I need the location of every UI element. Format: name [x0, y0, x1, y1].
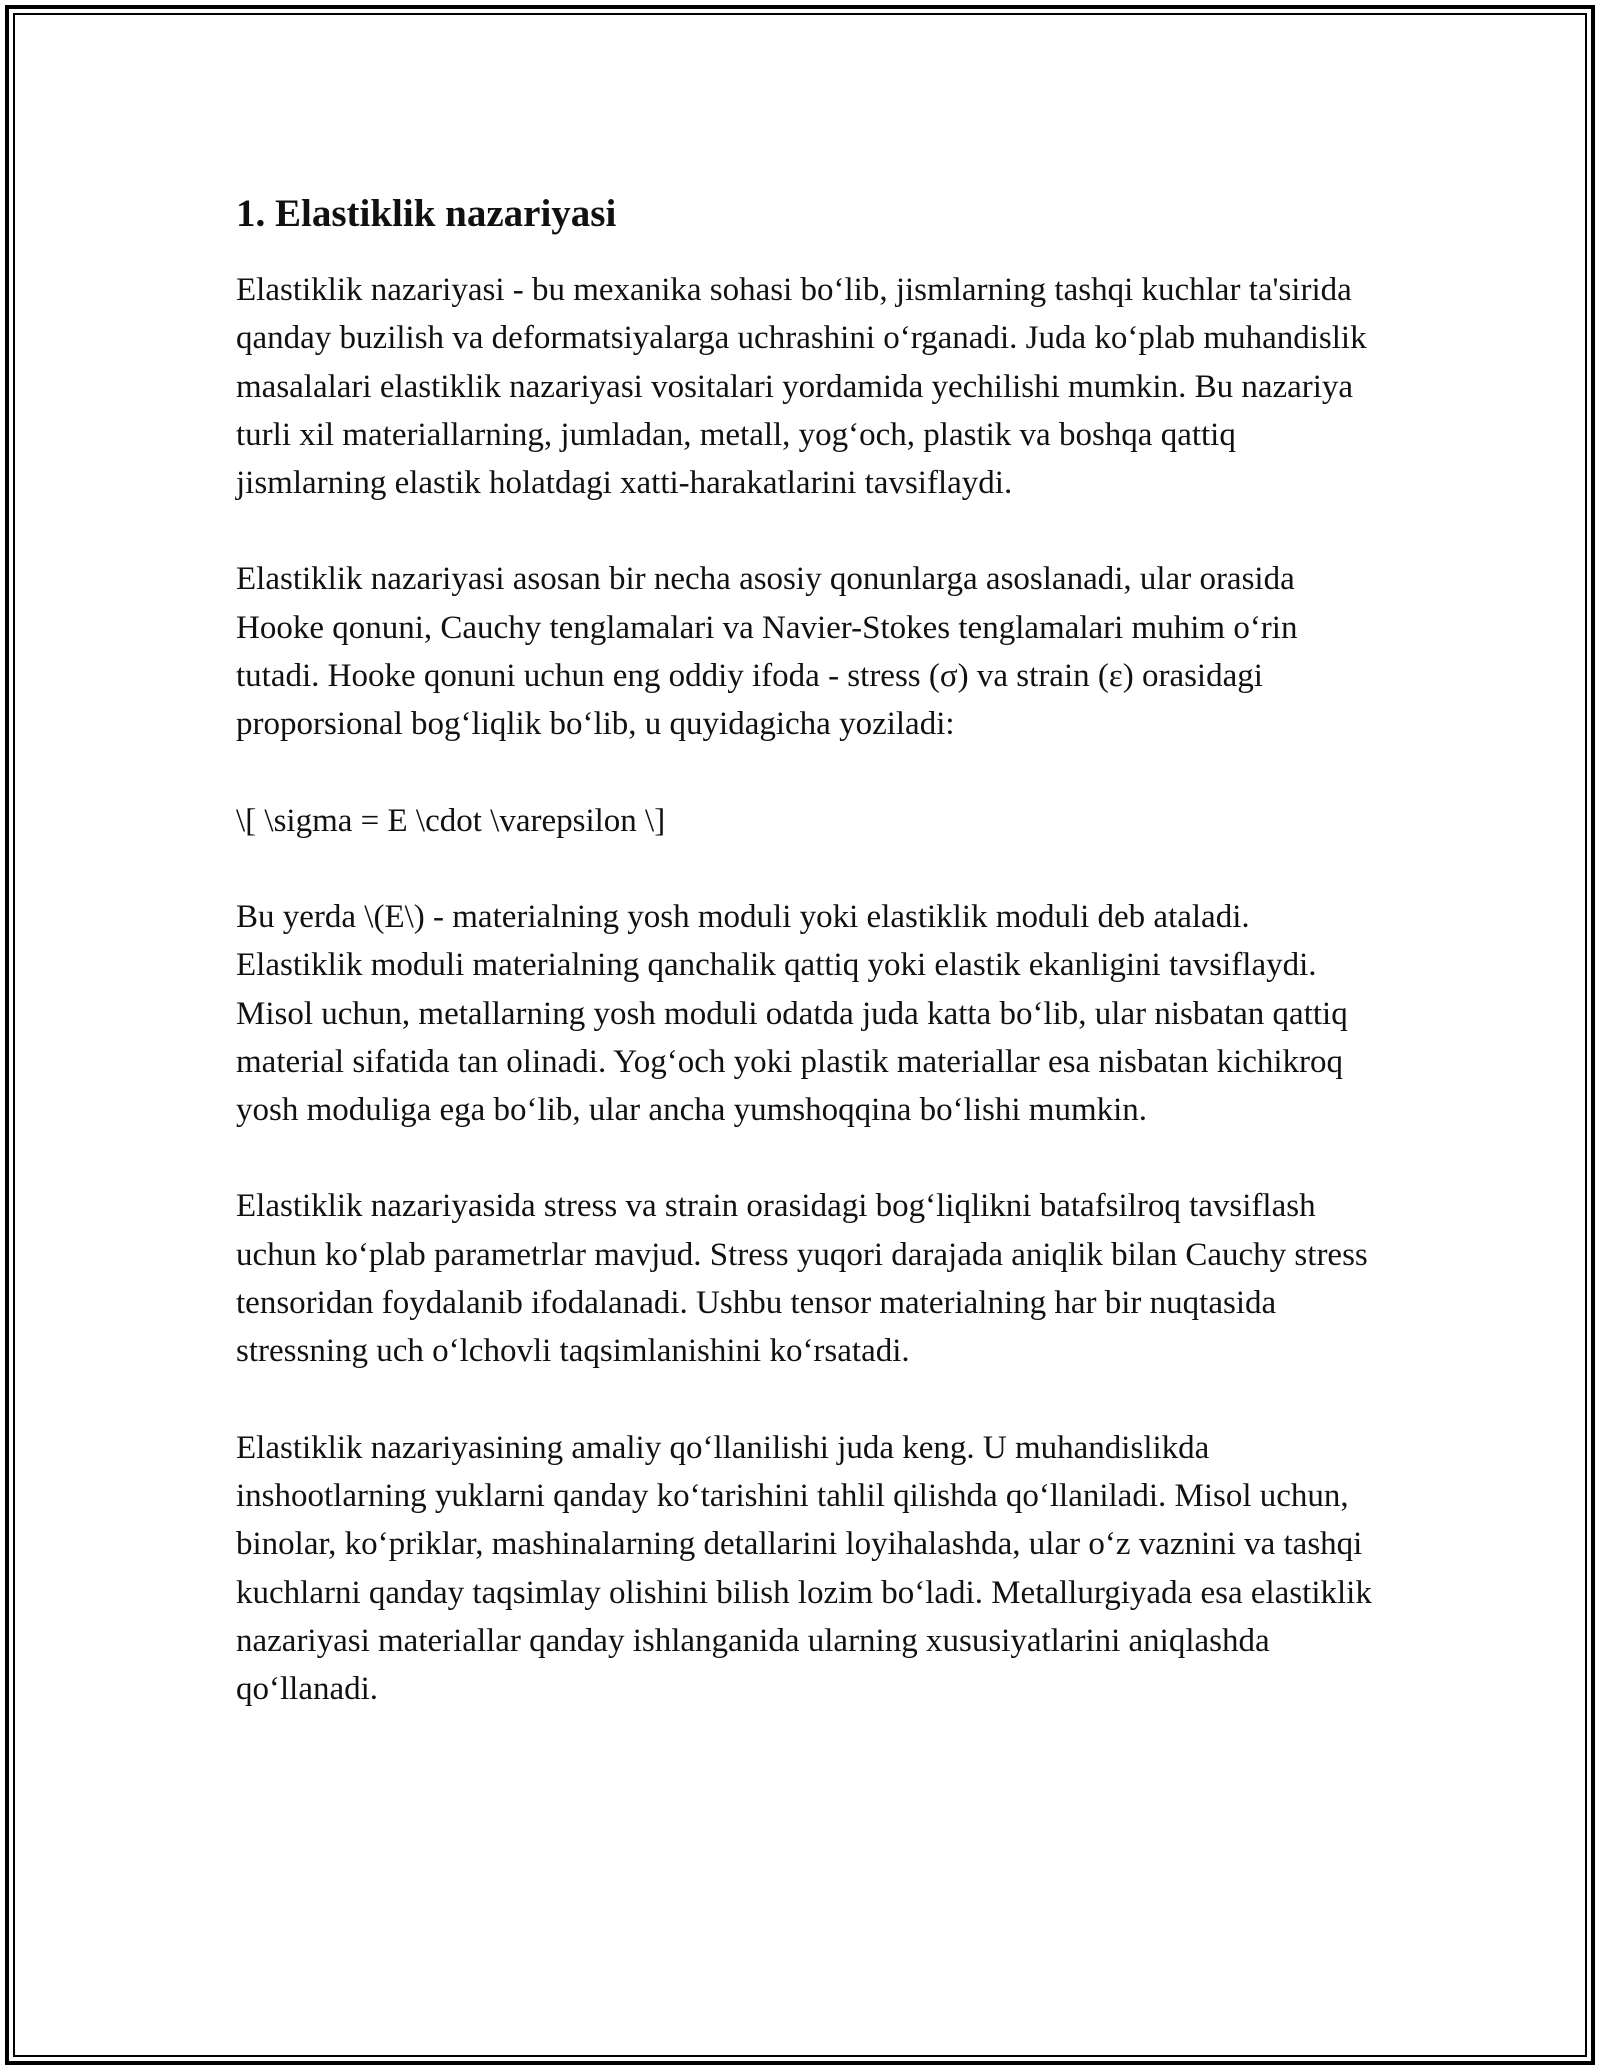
paragraph-intro: Elastiklik nazariyasi - bu mexanika sohasi bo‘lib, jismlarning tashqi kuchlar ta'sirida qanday buzilish va deformatsiyalarga uchrashini o‘rganadi. Juda ko‘plab muhandislik masalalari elastiklik nazariyasi vositalari yordamida yechilishi mumkin. Bu nazariya turli xil materiallarning, jumladan, metall, yog‘och, plastik va boshqa qattiq jismlarning elastik holatdagi xatti-harakatlarini tavsiflaydi. — [236, 272, 1367, 502]
paragraph-applications: Elastiklik nazariyasining amaliy qo‘llanilishi juda keng. U muhandislikda inshootlarning yuklarni qanday ko‘tarishini tahlil qilishda qo‘llaniladi. Misol uchun, binolar, ko‘priklar, mashinalarning detallarini loyihalashda, ular o‘z vaznini va tashqi kuchlarni qanday taqsimlay olishini bilish lozim bo‘ladi. Metallurgiyada esa elastiklik nazariyasi materiallar qanday ishlanganida ularning xususiyatlarini aniqlashda qo‘llanadi. — [236, 1429, 1372, 1708]
formula-hooke: \[ \sigma = E \cdot \varepsilon \] — [236, 802, 666, 839]
paragraph-laws: Elastiklik nazariyasi asosan bir necha asosiy qonunlarga asoslanadi, ular orasida Hooke qonuni, Cauchy tenglamalari va Navier-Stokes tenglamalari muhim o‘rin tutadi. Hooke qonuni uchun eng oddiy ifoda - stress (σ) va strain (ε) orasidagi proporsional bog‘liqlik bo‘lib, u quyidagicha yoziladi: — [236, 561, 1298, 743]
paragraph-stress-strain: Elastiklik nazariyasida stress va strain orasidagi bog‘liqlikni batafsilroq tavsiflash uchun ko‘plab parametrlar mavjud. Stress yuqori darajada aniqlik bilan Cauchy stress tensoridan foydalanib ifodalanadi. Ushbu tensor materialning har bir nuqtasida stressning uch o‘lchovli taqsimlanishini ko‘rsatadi. — [236, 1188, 1368, 1370]
document-body — [236, 186, 1376, 1761]
section-heading: 1. Elastiklik nazariyasi — [236, 192, 617, 235]
paragraph-modulus: Bu yerda \(E\) - materialning yosh moduli yoki elastiklik moduli deb ataladi. Elastiklik moduli materialning qanchalik qattiq yoki elastik ekanligini tavsiflaydi. Misol uchun, metallarning yosh moduli odatda juda katta bo‘lib, ular nisbatan qattiq material sifatida tan olinadi. Yog‘och yoki plastik materiallar esa nisbatan kichikroq yosh moduliga ega bo‘lib, ular ancha yumshoqqina bo‘lishi mumkin. — [236, 898, 1348, 1129]
